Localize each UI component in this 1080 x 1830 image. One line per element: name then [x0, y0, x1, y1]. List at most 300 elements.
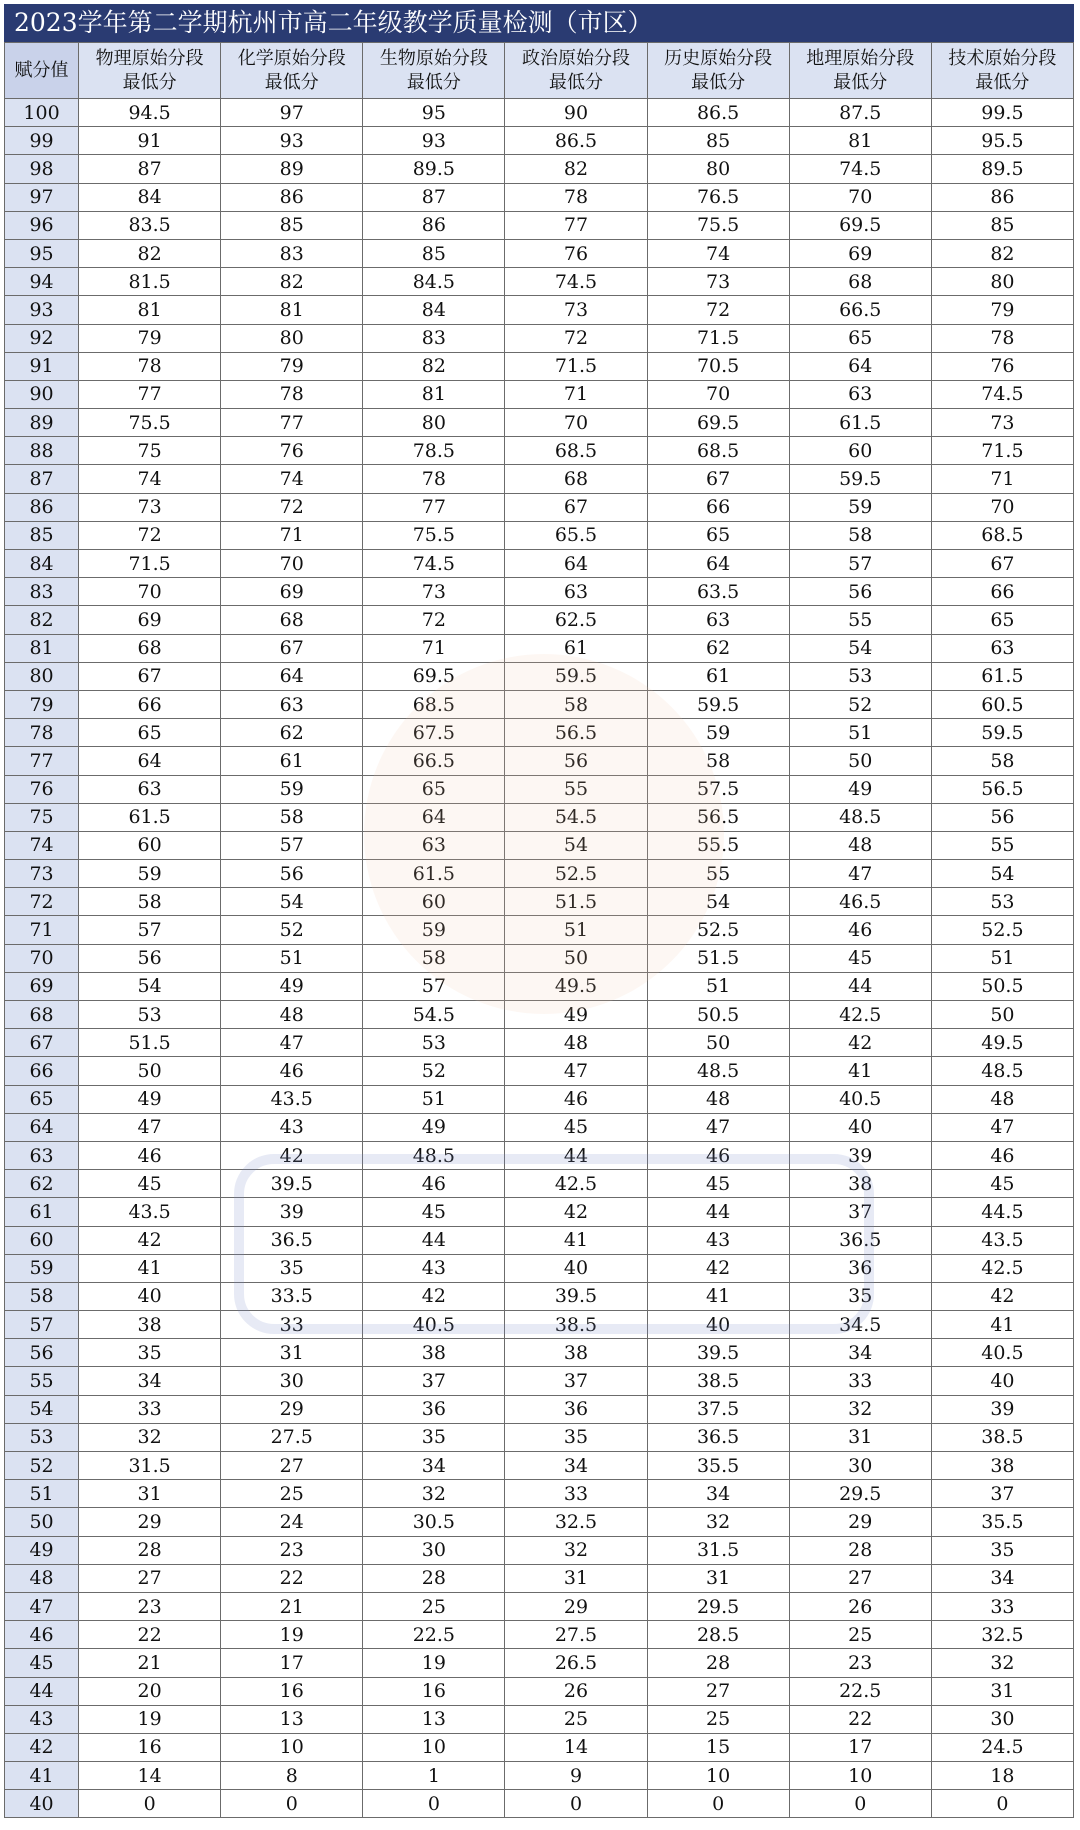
score-cell: 68.5	[363, 690, 505, 718]
score-cell: 27	[789, 1564, 931, 1592]
table-row	[5, 1226, 1074, 1254]
score-cell: 86	[931, 183, 1073, 211]
score-cell: 26	[505, 1677, 647, 1705]
score-cell: 56.5	[505, 719, 647, 747]
score-cell: 42	[221, 1141, 363, 1169]
score-cell: 54	[221, 888, 363, 916]
score-cell: 80	[931, 268, 1073, 296]
score-cell: 71	[221, 521, 363, 549]
score-cell: 40	[79, 1282, 221, 1310]
score-cell: 53	[789, 662, 931, 690]
score-cell: 83	[221, 239, 363, 267]
score-cell: 50	[931, 1001, 1073, 1029]
score-cell: 65	[647, 521, 789, 549]
score-cell: 22.5	[789, 1677, 931, 1705]
score-cell: 77	[221, 409, 363, 437]
score-cell: 36	[789, 1254, 931, 1282]
score-cell: 57	[789, 550, 931, 578]
score-cell: 41	[789, 1057, 931, 1085]
rank-value-cell: 47	[5, 1592, 79, 1620]
score-cell: 37	[789, 1198, 931, 1226]
score-cell: 69.5	[789, 211, 931, 239]
score-cell: 32	[363, 1480, 505, 1508]
score-cell: 38.5	[647, 1367, 789, 1395]
score-cell: 58	[647, 747, 789, 775]
score-cell: 45	[647, 1170, 789, 1198]
score-cell: 70	[79, 578, 221, 606]
score-cell: 0	[505, 1790, 647, 1818]
table-row	[5, 860, 1074, 888]
score-cell: 61.5	[363, 860, 505, 888]
table-row	[5, 634, 1074, 662]
score-cell: 99.5	[931, 99, 1073, 127]
score-cell: 36.5	[221, 1226, 363, 1254]
score-cell: 55	[789, 606, 931, 634]
score-cell: 40	[647, 1311, 789, 1339]
score-cell: 56	[931, 803, 1073, 831]
score-cell: 91	[79, 127, 221, 155]
score-cell: 27.5	[505, 1621, 647, 1649]
score-cell: 63	[647, 606, 789, 634]
score-cell: 44.5	[931, 1198, 1073, 1226]
rank-value-cell: 78	[5, 719, 79, 747]
score-cell: 42.5	[505, 1170, 647, 1198]
score-cell: 38.5	[505, 1311, 647, 1339]
score-cell: 75.5	[647, 211, 789, 239]
score-cell: 73	[79, 493, 221, 521]
score-cell: 58	[505, 690, 647, 718]
rank-value-cell: 68	[5, 1001, 79, 1029]
score-cell: 33	[789, 1367, 931, 1395]
score-conversion-sheet	[4, 4, 1074, 1826]
score-cell: 50	[505, 944, 647, 972]
score-cell: 31	[647, 1564, 789, 1592]
score-cell: 41	[505, 1226, 647, 1254]
score-cell: 62	[221, 719, 363, 747]
score-cell: 65	[363, 775, 505, 803]
rank-value-cell: 97	[5, 183, 79, 211]
rank-value-cell: 66	[5, 1057, 79, 1085]
score-cell: 14	[79, 1762, 221, 1790]
score-cell: 23	[221, 1536, 363, 1564]
rank-value-cell: 92	[5, 324, 79, 352]
score-cell: 32.5	[931, 1621, 1073, 1649]
table-row	[5, 296, 1074, 324]
score-cell: 24	[221, 1508, 363, 1536]
score-cell: 82	[363, 352, 505, 380]
score-cell: 76.5	[647, 183, 789, 211]
score-cell: 44	[789, 972, 931, 1000]
score-cell: 70	[505, 409, 647, 437]
rank-value-cell: 55	[5, 1367, 79, 1395]
rank-value-cell: 48	[5, 1564, 79, 1592]
score-cell: 81	[789, 127, 931, 155]
rank-value-cell: 56	[5, 1339, 79, 1367]
score-cell: 77	[505, 211, 647, 239]
score-cell: 30	[931, 1705, 1073, 1733]
score-cell: 56.5	[931, 775, 1073, 803]
score-cell: 59	[79, 860, 221, 888]
table-row	[5, 99, 1074, 127]
score-cell: 85	[647, 127, 789, 155]
score-cell: 73	[505, 296, 647, 324]
score-cell: 29.5	[789, 1480, 931, 1508]
score-cell: 83.5	[79, 211, 221, 239]
score-cell: 78	[505, 183, 647, 211]
table-row	[5, 1113, 1074, 1141]
score-cell: 72	[505, 324, 647, 352]
rank-value-cell: 77	[5, 747, 79, 775]
score-cell: 34	[363, 1452, 505, 1480]
rank-value-cell: 72	[5, 888, 79, 916]
score-cell: 59	[647, 719, 789, 747]
score-cell: 31	[931, 1677, 1073, 1705]
score-cell: 71.5	[505, 352, 647, 380]
score-cell: 67	[79, 662, 221, 690]
score-cell: 63.5	[647, 578, 789, 606]
score-cell: 26.5	[505, 1649, 647, 1677]
score-cell: 14	[505, 1733, 647, 1761]
table-row	[5, 1762, 1074, 1790]
rank-value-cell: 91	[5, 352, 79, 380]
rank-value-cell: 76	[5, 775, 79, 803]
score-cell: 30	[221, 1367, 363, 1395]
table-row	[5, 916, 1074, 944]
score-cell: 48.5	[789, 803, 931, 831]
rank-value-cell: 50	[5, 1508, 79, 1536]
score-cell: 16	[221, 1677, 363, 1705]
score-cell: 43	[363, 1254, 505, 1282]
score-cell: 0	[363, 1790, 505, 1818]
score-cell: 43	[647, 1226, 789, 1254]
score-cell: 40.5	[789, 1085, 931, 1113]
score-cell: 54.5	[363, 1001, 505, 1029]
score-cell: 54	[505, 831, 647, 859]
score-cell: 72	[647, 296, 789, 324]
score-cell: 48	[931, 1085, 1073, 1113]
score-cell: 29	[505, 1592, 647, 1620]
score-cell: 63	[363, 831, 505, 859]
score-cell: 72	[79, 521, 221, 549]
table-row	[5, 1057, 1074, 1085]
table-row	[5, 1254, 1074, 1282]
score-cell: 35.5	[931, 1508, 1073, 1536]
score-cell: 46	[79, 1141, 221, 1169]
table-body	[5, 99, 1074, 1818]
table-row	[5, 1592, 1074, 1620]
score-cell: 41	[647, 1282, 789, 1310]
score-cell: 42	[647, 1254, 789, 1282]
score-cell: 25	[221, 1480, 363, 1508]
rank-value-cell: 88	[5, 437, 79, 465]
score-cell: 50	[789, 747, 931, 775]
score-cell: 77	[79, 380, 221, 408]
score-cell: 74	[79, 465, 221, 493]
rank-value-cell: 51	[5, 1480, 79, 1508]
score-cell: 64	[363, 803, 505, 831]
score-cell: 10	[789, 1762, 931, 1790]
score-cell: 32	[647, 1508, 789, 1536]
score-cell: 54	[79, 972, 221, 1000]
rank-value-cell: 71	[5, 916, 79, 944]
politics-column-header: 政治原始分段 最低分	[505, 43, 647, 99]
score-cell: 38	[789, 1170, 931, 1198]
score-cell: 86	[363, 211, 505, 239]
table-row	[5, 1621, 1074, 1649]
table-row	[5, 550, 1074, 578]
score-cell: 51	[931, 944, 1073, 972]
score-cell: 58	[221, 803, 363, 831]
score-cell: 53	[931, 888, 1073, 916]
score-cell: 46.5	[789, 888, 931, 916]
table-row	[5, 268, 1074, 296]
score-cell: 33	[79, 1395, 221, 1423]
score-cell: 67	[931, 550, 1073, 578]
score-cell: 56	[505, 747, 647, 775]
score-cell: 49	[363, 1113, 505, 1141]
score-cell: 23	[79, 1592, 221, 1620]
rank-value-cell: 60	[5, 1226, 79, 1254]
rank-value-cell: 42	[5, 1733, 79, 1761]
score-cell: 33	[221, 1311, 363, 1339]
score-cell: 36	[363, 1395, 505, 1423]
table-row	[5, 1311, 1074, 1339]
score-cell: 69.5	[363, 662, 505, 690]
score-cell: 51.5	[505, 888, 647, 916]
score-cell: 60	[363, 888, 505, 916]
rank-value-cell: 93	[5, 296, 79, 324]
score-cell: 38.5	[931, 1423, 1073, 1451]
score-cell: 76	[931, 352, 1073, 380]
score-cell: 40	[505, 1254, 647, 1282]
rank-value-cell: 90	[5, 380, 79, 408]
rank-value-cell: 81	[5, 634, 79, 662]
score-cell: 35	[931, 1536, 1073, 1564]
score-cell: 57	[79, 916, 221, 944]
table-row	[5, 578, 1074, 606]
score-cell: 49	[789, 775, 931, 803]
score-cell: 29	[79, 1508, 221, 1536]
score-cell: 31	[789, 1423, 931, 1451]
score-cell: 57	[221, 831, 363, 859]
score-cell: 49	[79, 1085, 221, 1113]
score-cell: 57	[363, 972, 505, 1000]
rank-value-cell: 79	[5, 690, 79, 718]
score-cell: 68	[789, 268, 931, 296]
score-cell: 55	[931, 831, 1073, 859]
rank-value-cell: 89	[5, 409, 79, 437]
score-cell: 79	[931, 296, 1073, 324]
score-cell: 67	[221, 634, 363, 662]
score-cell: 18	[931, 1762, 1073, 1790]
score-cell: 39	[789, 1141, 931, 1169]
score-cell: 71	[363, 634, 505, 662]
score-cell: 82	[931, 239, 1073, 267]
table-row	[5, 803, 1074, 831]
table-row	[5, 972, 1074, 1000]
score-cell: 65.5	[505, 521, 647, 549]
score-cell: 43	[221, 1113, 363, 1141]
score-cell: 64	[647, 550, 789, 578]
score-cell: 28	[789, 1536, 931, 1564]
table-row	[5, 1170, 1074, 1198]
table-row	[5, 1085, 1074, 1113]
score-cell: 45	[79, 1170, 221, 1198]
rank-value-cell: 43	[5, 1705, 79, 1733]
score-cell: 37	[363, 1367, 505, 1395]
score-cell: 40	[789, 1113, 931, 1141]
score-cell: 51.5	[647, 944, 789, 972]
rank-value-cell: 62	[5, 1170, 79, 1198]
score-cell: 26	[789, 1592, 931, 1620]
score-cell: 74.5	[789, 155, 931, 183]
rank-value-cell: 100	[5, 99, 79, 127]
score-cell: 38	[79, 1311, 221, 1339]
score-cell: 49.5	[505, 972, 647, 1000]
score-cell: 56	[79, 944, 221, 972]
score-cell: 31.5	[647, 1536, 789, 1564]
score-cell: 39.5	[505, 1282, 647, 1310]
score-cell: 46	[931, 1141, 1073, 1169]
score-cell: 19	[363, 1649, 505, 1677]
score-cell: 31	[79, 1480, 221, 1508]
score-cell: 48	[647, 1085, 789, 1113]
score-cell: 89	[221, 155, 363, 183]
rank-value-cell: 49	[5, 1536, 79, 1564]
score-cell: 47	[221, 1029, 363, 1057]
score-cell: 48.5	[647, 1057, 789, 1085]
rank-value-cell: 40	[5, 1790, 79, 1818]
table-header-row	[5, 43, 1074, 99]
score-cell: 47	[79, 1113, 221, 1141]
score-cell: 51.5	[79, 1029, 221, 1057]
table-row	[5, 888, 1074, 916]
score-cell: 48	[505, 1029, 647, 1057]
rank-value-cell: 69	[5, 972, 79, 1000]
score-cell: 0	[79, 1790, 221, 1818]
score-cell: 28	[647, 1649, 789, 1677]
score-cell: 42	[789, 1029, 931, 1057]
score-cell: 22	[789, 1705, 931, 1733]
score-cell: 52	[221, 916, 363, 944]
technology-column-header: 技术原始分段 最低分	[931, 43, 1073, 99]
score-cell: 39.5	[221, 1170, 363, 1198]
score-cell: 46	[221, 1057, 363, 1085]
score-cell: 0	[931, 1790, 1073, 1818]
rank-value-cell: 41	[5, 1762, 79, 1790]
table-row	[5, 1790, 1074, 1818]
score-cell: 16	[79, 1733, 221, 1761]
score-cell: 24.5	[931, 1733, 1073, 1761]
rank-value-cell: 45	[5, 1649, 79, 1677]
table-row	[5, 944, 1074, 972]
rank-value-cell: 95	[5, 239, 79, 267]
table-row	[5, 1508, 1074, 1536]
score-cell: 54.5	[505, 803, 647, 831]
score-cell: 61	[647, 662, 789, 690]
score-cell: 79	[221, 352, 363, 380]
score-cell: 50.5	[647, 1001, 789, 1029]
score-cell: 63	[79, 775, 221, 803]
score-cell: 61.5	[79, 803, 221, 831]
score-cell: 34	[79, 1367, 221, 1395]
score-cell: 71	[505, 380, 647, 408]
score-cell: 55	[647, 860, 789, 888]
table-row	[5, 1452, 1074, 1480]
score-cell: 69.5	[647, 409, 789, 437]
score-cell: 74	[221, 465, 363, 493]
score-cell: 70.5	[647, 352, 789, 380]
score-cell: 37	[505, 1367, 647, 1395]
rank-value-cell: 57	[5, 1311, 79, 1339]
table-row	[5, 155, 1074, 183]
score-cell: 90	[505, 99, 647, 127]
score-cell: 80	[647, 155, 789, 183]
table-row	[5, 1029, 1074, 1057]
score-cell: 86.5	[647, 99, 789, 127]
rank-value-cell: 84	[5, 550, 79, 578]
rank-value-cell: 65	[5, 1085, 79, 1113]
table-row	[5, 831, 1074, 859]
score-cell: 93	[221, 127, 363, 155]
score-cell: 10	[221, 1733, 363, 1761]
table-row	[5, 183, 1074, 211]
score-cell: 86.5	[505, 127, 647, 155]
score-cell: 49	[505, 1001, 647, 1029]
score-cell: 61.5	[789, 409, 931, 437]
score-cell: 48	[789, 831, 931, 859]
table-row	[5, 211, 1074, 239]
score-cell: 35.5	[647, 1452, 789, 1480]
score-cell: 69	[221, 578, 363, 606]
score-cell: 81.5	[79, 268, 221, 296]
score-cell: 25	[647, 1705, 789, 1733]
score-cell: 43.5	[79, 1198, 221, 1226]
score-cell: 50.5	[931, 972, 1073, 1000]
rank-value-cell: 52	[5, 1452, 79, 1480]
score-cell: 66.5	[363, 747, 505, 775]
history-column-header: 历史原始分段 最低分	[647, 43, 789, 99]
table-row	[5, 352, 1074, 380]
rank-value-cell: 67	[5, 1029, 79, 1057]
score-cell: 52	[363, 1057, 505, 1085]
score-cell: 21	[221, 1592, 363, 1620]
score-cell: 60	[79, 831, 221, 859]
score-cell: 58	[789, 521, 931, 549]
score-cell: 64	[505, 550, 647, 578]
rank-value-cell: 85	[5, 521, 79, 549]
score-cell: 32	[505, 1536, 647, 1564]
score-cell: 85	[221, 211, 363, 239]
score-cell: 78	[221, 380, 363, 408]
score-cell: 59	[789, 493, 931, 521]
score-cell: 74.5	[505, 268, 647, 296]
rank-value-cell: 58	[5, 1282, 79, 1310]
score-cell: 65	[789, 324, 931, 352]
score-cell: 40.5	[363, 1311, 505, 1339]
score-cell: 58	[79, 888, 221, 916]
table-row	[5, 690, 1074, 718]
score-cell: 72	[221, 493, 363, 521]
score-cell: 73	[931, 409, 1073, 437]
score-cell: 62.5	[505, 606, 647, 634]
score-cell: 42.5	[789, 1001, 931, 1029]
score-cell: 34.5	[789, 1311, 931, 1339]
score-cell: 95	[363, 99, 505, 127]
rank-value-cell: 98	[5, 155, 79, 183]
table-row	[5, 521, 1074, 549]
score-cell: 64	[221, 662, 363, 690]
